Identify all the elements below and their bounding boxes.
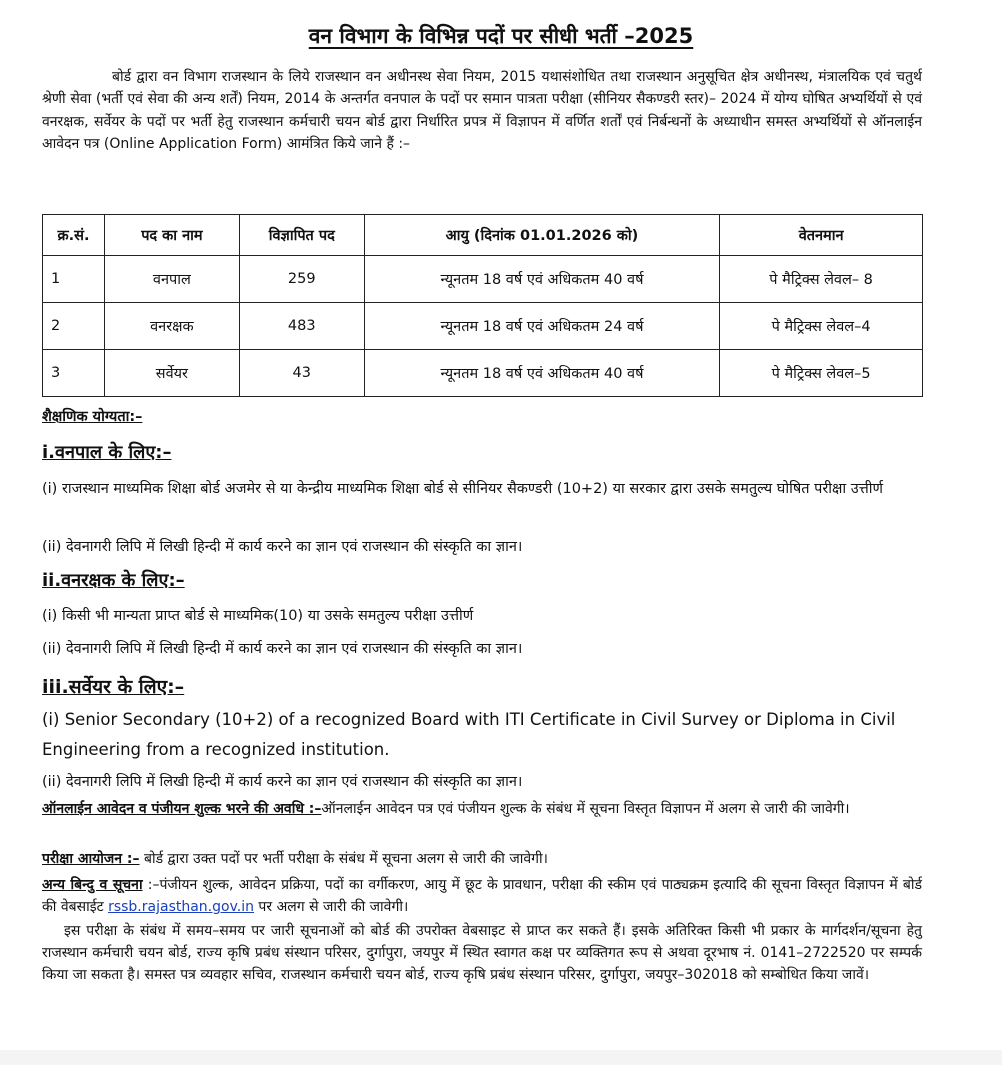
fee-text: ऑनलाईन आवेदन पत्र एवं पंजीयन शुल्क के संबंध में सूचना विस्तृत विज्ञापन में अलग से जारी की जावेगी। [321, 801, 850, 817]
header-age: आयु (दिनांक 01.01.2026 को) [364, 215, 720, 256]
fee-label: ऑनलाईन आवेदन व पंजीयन शुल्क भरने की अवधि :– [42, 801, 322, 817]
section-heading-surveyor: iii.सर्वेयर के लिए:– [42, 676, 185, 698]
header-vacancies: विज्ञापित पद [239, 215, 364, 256]
exam-text: बोर्ड द्वारा उक्त पदों पर भर्ती परीक्षा के संबंध में सूचना अलग से जारी की जावेगी। [139, 851, 548, 867]
cell-serial: 3 [43, 350, 105, 397]
notice-title: वन विभाग के विभिन्न पदों पर सीधी भर्ती –2025 [308, 24, 694, 48]
info-paragraph [42, 874, 922, 918]
cell-pay-scale: पे मैट्रिक्स लेवल– 8 [720, 256, 923, 303]
cell-age: न्यूनतम 18 वर्ष एवं अधिकतम 40 वर्ष [364, 350, 720, 397]
header-pay-scale: वेतनमान [720, 215, 923, 256]
section-heading-forest-guard: ii.वनरक्षक के लिए:– [42, 570, 185, 591]
section-heading-forester: i.वनपाल के लिए:– [42, 442, 172, 463]
fee-paragraph [42, 798, 922, 820]
cell-pay-scale: पे मैट्रिक्स लेवल–5 [720, 350, 923, 397]
surveyor-qualification-1: (i) Senior Secondary (10+2) of a recognized Board with ITI Certificate in Civil Survey or Diploma in Civil Engineering from a recognized institution. [42, 710, 896, 759]
table-row [43, 303, 923, 350]
header-post-name: पद का नाम [104, 215, 239, 256]
forester-qualification-2: (ii) देवनागरी लिपि में लिखी हिन्दी में कार्य करने का ज्ञान एवं राजस्थान की संस्कृति का ज्ञान। [42, 539, 523, 555]
forest-guard-qualification-2: (ii) देवनागरी लिपि में लिखी हिन्दी में कार्य करने का ज्ञान एवं राजस्थान की संस्कृति का ज्ञान। [42, 641, 523, 657]
closing-paragraph: इस परीक्षा के संबंध में समय–समय पर जारी सूचनाओं को बोर्ड की उपरोक्त वेबसाइट से प्राप्त कर सकते हैं। इसके अतिरिक्त किसी भी प्रकार के मार्गदर्शन/सूचना हेतु राजस्थान कर्मचारी चयन बोर्ड, राज्य कृषि प्रबंध संस्थान परिसर, दुर्गापुरा, जयपुर में स्थित स्वागत कक्ष पर व्यक्तिगत रूप से अथवा दूरभाष नं. 0141–2722520 पर सम्पर्क किया जा सकता है। समस्त पत्र व्यवहार सचिव, राजस्थान कर्मचारी चयन बोर्ड, राज्य कृषि प्रबंध संस्थान परिसर, दुर्गापुरा, जयपुर–302018 को सम्बोधित किया जावें। [42, 923, 922, 983]
cell-vacancies: 43 [239, 350, 364, 397]
cell-vacancies: 259 [239, 256, 364, 303]
website-link[interactable]: rssb.rajasthan.gov.in [108, 899, 254, 915]
intro-paragraph: बोर्ड द्वारा वन विभाग राजस्थान के लिये राजस्थान वन अधीनस्थ सेवा नियम, 2015 यथासंशोधित तथा राजस्थान अनुसूचित क्षेत्र अधीनस्थ, मंत्रालयिक एवं चतुर्थ श्रेणी सेवा (भर्ती एवं सेवा की अन्य शर्तें) नियम, 2014 के अन्तर्गत वनपाल के पदों पर समान पात्रता परीक्षा (सीनियर सैकण्डरी स्तर)– 2024 में योग्य घोषित अभ्यर्थियों से एवं वनरक्षक, सर्वेयर के पदों पर भर्ती हेतु राजस्थान कर्मचारी चयन बोर्ड द्वारा निर्धारित प्रपत्र में विज्ञापन में वर्णित शर्तों एवं निर्बन्धनों के अध्याधीन समस्त अभ्यर्थियों से ऑनलाईन आवेदन पत्र (Online Application Form) आमंत्रित किये जाने हैं :– [42, 69, 922, 153]
info-text-before: :–पंजीयन शुल्क, आवेदन प्रक्रिया, पदों का वर्गीकरण, आयु में छूट के प्रावधान, परीक्षा की स्कीम एवं पाठ्यक्रम इत्यादि की सूचना विस्तृत विज्ञापन में बोर्ड की वेबसाईट [42, 877, 922, 915]
cell-serial: 2 [43, 303, 105, 350]
surveyor-qualification-2: (ii) देवनागरी लिपि में लिखी हिन्दी में कार्य करने का ज्ञान एवं राजस्थान की संस्कृति का ज्ञान। [42, 774, 523, 790]
cell-pay-scale: पे मैट्रिक्स लेवल–4 [720, 303, 923, 350]
info-text-after: पर अलग से जारी की जावेगी। [253, 899, 409, 915]
exam-label: परीक्षा आयोजन :– [42, 851, 140, 867]
education-heading: शैक्षणिक योग्यता:– [42, 409, 143, 425]
cell-vacancies: 483 [239, 303, 364, 350]
posts-table [42, 214, 923, 397]
cell-post-name: वनरक्षक [104, 303, 239, 350]
cell-post-name: वनपाल [104, 256, 239, 303]
table-header-row [43, 215, 923, 256]
forester-qualification-1: (i) राजस्थान माध्यमिक शिक्षा बोर्ड अजमेर से या केन्द्रीय माध्यमिक शिक्षा बोर्ड से सीनियर सैकण्डरी (10+2) या सरकार द्वारा उसके समतुल्य घोषित परीक्षा उत्तीर्ण [42, 481, 883, 497]
table-row [43, 350, 923, 397]
forest-guard-qualification-1: (i) किसी भी मान्यता प्राप्त बोर्ड से माध्यमिक(10) या उसके समतुल्य परीक्षा उत्तीर्ण [42, 608, 474, 624]
info-label: अन्य बिन्दु व सूचना [42, 877, 143, 893]
cell-serial: 1 [43, 256, 105, 303]
cell-age: न्यूनतम 18 वर्ष एवं अधिकतम 40 वर्ष [364, 256, 720, 303]
header-serial: क्र.सं. [43, 215, 105, 256]
page-bottom-edge [0, 1050, 1002, 1065]
cell-post-name: सर्वेयर [104, 350, 239, 397]
table-row [43, 256, 923, 303]
exam-paragraph [42, 848, 922, 870]
cell-age: न्यूनतम 18 वर्ष एवं अधिकतम 24 वर्ष [364, 303, 720, 350]
